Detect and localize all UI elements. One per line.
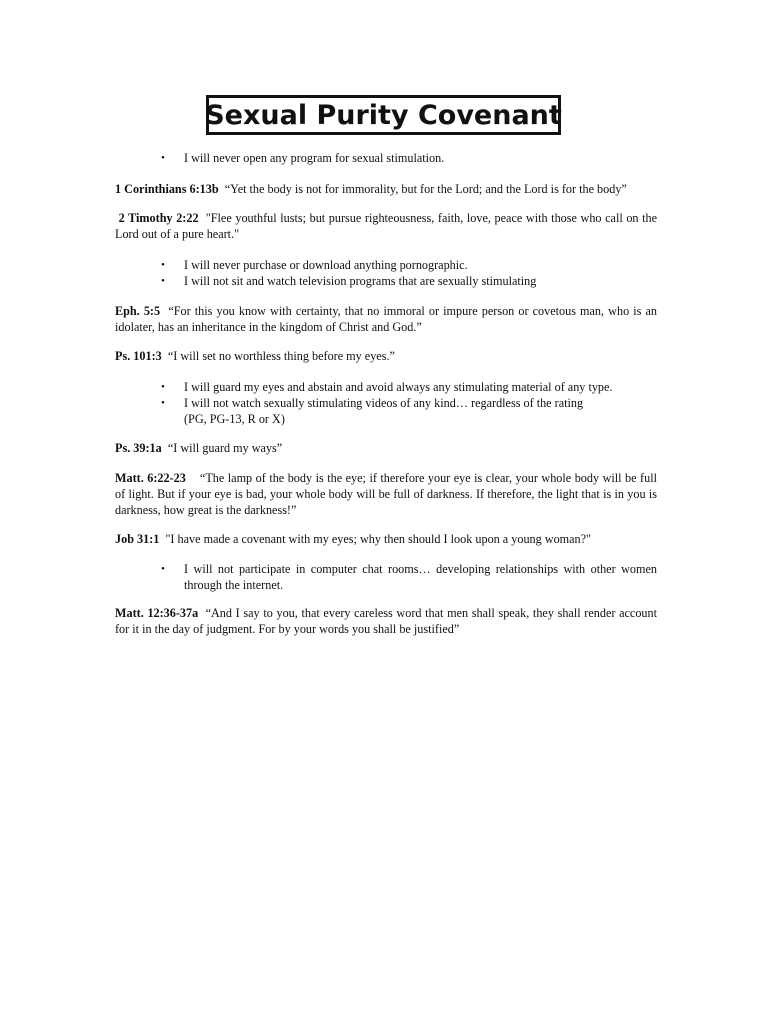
list-item: [161, 273, 657, 289]
list-item: [161, 150, 657, 166]
list-item-line: (PG, PG-13, R or X): [184, 412, 285, 426]
verse-paragraph: [115, 181, 657, 197]
verse-paragraph: [115, 605, 657, 637]
verse-paragraph: [115, 348, 657, 364]
list-item-text: I will never purchase or download anything pornographic.: [184, 258, 468, 272]
bullet-icon: •: [161, 563, 165, 575]
verse-reference: 2 Timothy 2:22: [118, 211, 199, 225]
verse-paragraph: [115, 440, 657, 456]
verse-text: "Flee youthful lusts; but pursue righteousness, faith, love, peace with those who call on the Lord out of a pure heart.": [115, 211, 658, 241]
verse-reference: 1 Corinthians 6:13b: [115, 182, 219, 196]
list-item: [161, 395, 657, 427]
list-item-text: I will not participate in computer chat rooms… developing relationships with other women through the internet.: [184, 562, 657, 592]
verse-text: “I will set no worthless thing before my eyes.”: [167, 349, 395, 363]
verse-reference: Job 31:1: [115, 532, 160, 546]
list-item-text: I will not sit and watch television programs that are sexually stimulating: [184, 274, 537, 288]
verse-reference: Eph. 5:5: [115, 304, 161, 318]
verse-text: “For this you know with certainty, that no immoral or impure person or covetous man, who is an idolater, has an inheritance in the kingdom of Christ and God.”: [115, 304, 658, 334]
verse-text: "I have made a covenant with my eyes; why then should I look upon a young woman?": [165, 532, 592, 546]
list-item-line: I will not watch sexually stimulating videos of any kind… regardless of the rating: [184, 396, 584, 410]
verse-text: “The lamp of the body is the eye; if therefore your eye is clear, your whole body will be full of light. But if your eye is bad, your whole body will be full of darkness. If therefore, the light that is in you is darkness, how great is the darkness!”: [115, 471, 657, 517]
bullet-icon: •: [161, 397, 165, 409]
bullet-icon: •: [161, 259, 165, 271]
verse-paragraph: [115, 303, 657, 335]
list-item-text: I will guard my eyes and abstain and avoid always any stimulating material of any type.: [184, 380, 613, 394]
verse-reference: Matt. 12:36-37a: [115, 606, 199, 620]
list-item: [161, 561, 657, 593]
verse-text: “Yet the body is not for immorality, but for the Lord; and the Lord is for the body”: [224, 182, 627, 196]
verse-reference: Ps. 39:1a: [115, 441, 162, 455]
page-title: Sexual Purity Covenant: [206, 95, 561, 135]
verse-reference: Matt. 6:22-23: [115, 471, 186, 485]
verse-paragraph: [115, 470, 657, 518]
verse-text: “I will guard my ways”: [167, 441, 283, 455]
verse-reference: Ps. 101:3: [115, 349, 162, 363]
verse-text: “And I say to you, that every careless word that men shall speak, they shall render account for it in the day of judgment. For by your words you shall be justified”: [115, 606, 657, 636]
list-item: [161, 257, 657, 273]
bullet-icon: •: [161, 381, 165, 393]
bullet-icon: •: [161, 152, 165, 164]
bullet-icon: •: [161, 275, 165, 287]
list-item-text: [184, 395, 657, 427]
list-item: [161, 379, 657, 395]
verse-paragraph: [115, 210, 657, 242]
verse-paragraph: [115, 531, 657, 547]
list-item-text: I will never open any program for sexual stimulation.: [184, 151, 445, 165]
